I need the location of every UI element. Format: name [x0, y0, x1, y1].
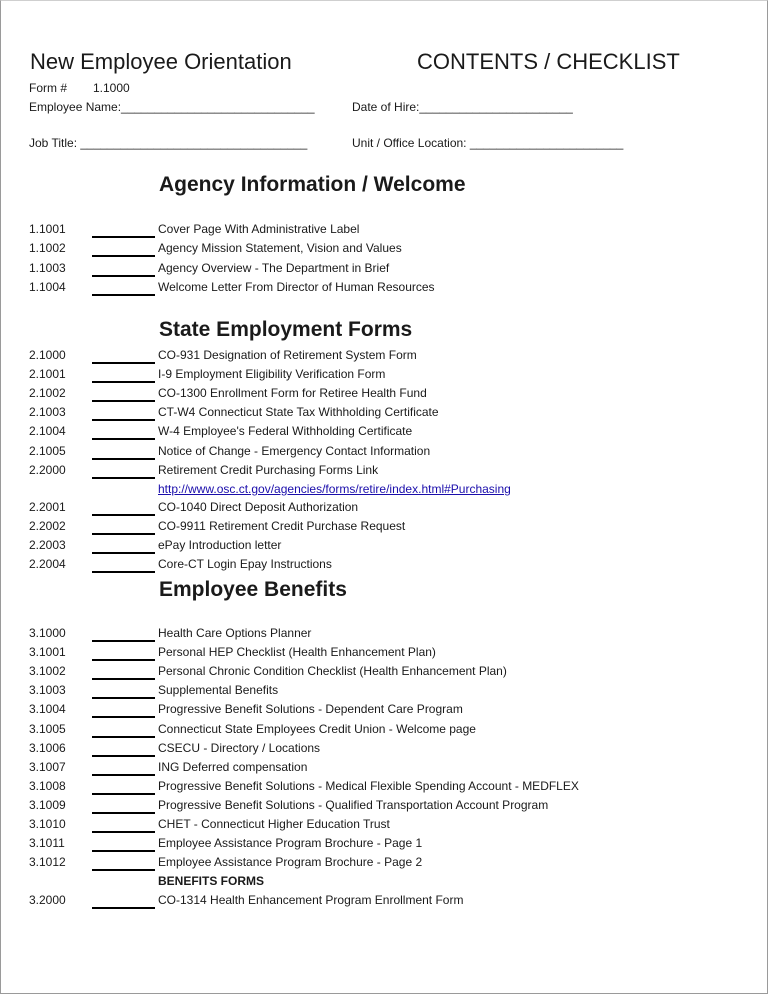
checklist-row	[1, 348, 768, 367]
checkoff-blank[interactable]	[92, 236, 155, 238]
checkoff-blank[interactable]	[92, 640, 155, 642]
checkoff-blank[interactable]	[92, 275, 155, 277]
checkoff-blank[interactable]	[92, 571, 155, 573]
checkoff-blank[interactable]	[92, 850, 155, 852]
checkoff-blank[interactable]	[92, 697, 155, 699]
item-code: 2.1004	[29, 424, 66, 439]
checkoff-blank[interactable]	[92, 400, 155, 402]
checklist-row	[1, 664, 768, 683]
item-description: Connecticut State Employees Credit Union - Welcome page	[158, 721, 476, 736]
checkoff-blank[interactable]	[92, 736, 155, 738]
item-description: ePay Introduction letter	[158, 538, 282, 553]
job-title-field[interactable]: Job Title: __________________________________	[29, 136, 308, 150]
checkoff-blank[interactable]	[92, 552, 155, 554]
item-code: 2.2001	[29, 500, 66, 514]
item-code: 2.2003	[29, 538, 66, 553]
checklist-row	[1, 722, 768, 741]
item-description: Supplemental Benefits	[158, 683, 279, 698]
checklist-row	[1, 424, 768, 443]
item-description: CSECU - Directory / Locations	[158, 740, 321, 755]
checklist-row	[1, 444, 768, 463]
item-code: 3.1012	[29, 855, 66, 870]
checklist-row	[1, 760, 768, 779]
checklist-row	[1, 280, 768, 299]
checklist-row	[1, 741, 768, 760]
checkoff-blank[interactable]	[92, 419, 155, 421]
checkoff-blank[interactable]	[92, 458, 155, 460]
checklist-row	[1, 817, 768, 836]
checkoff-blank[interactable]	[92, 793, 155, 795]
section-heading-benefits: Employee Benefits	[159, 578, 347, 601]
item-description: ING Deferred compensation	[158, 759, 308, 774]
item-description: Personal Chronic Condition Checklist (Health Enhancement Plan)	[158, 664, 507, 679]
item-code: 3.1007	[29, 759, 66, 774]
item-code: 2.2002	[29, 519, 66, 534]
checklist-row	[1, 261, 768, 280]
checklist-row	[1, 645, 768, 664]
item-code: 2.1002	[29, 386, 66, 401]
item-description: Progressive Benefit Solutions - Dependent Care Program	[158, 702, 463, 717]
form-number-value: 1.1000	[93, 81, 130, 95]
section-heading-state: State Employment Forms	[159, 318, 413, 341]
checkoff-blank[interactable]	[92, 477, 155, 479]
employee-name-field[interactable]: Employee Name:_____________________________	[29, 100, 315, 114]
item-description: I-9 Employment Eligibility Verification Form	[158, 367, 386, 382]
checkoff-blank[interactable]	[92, 831, 155, 833]
item-code: 3.1004	[29, 702, 66, 717]
item-description: W-4 Employee's Federal Withholding Certificate	[158, 424, 413, 439]
form-number-label: Form #	[29, 81, 68, 95]
item-code: 1.1003	[29, 260, 66, 275]
checkoff-blank[interactable]	[92, 716, 155, 718]
checklist-row	[1, 386, 768, 405]
item-description: Agency Overview - The Department in Brief	[158, 260, 390, 275]
checklist-row	[1, 893, 768, 912]
item-code: 3.2000	[29, 893, 66, 907]
item-description: Progressive Benefit Solutions - Qualified Transportation Account Program	[158, 797, 549, 812]
benefits-forms-subheading: BENEFITS FORMS	[158, 874, 265, 888]
checkoff-blank[interactable]	[92, 755, 155, 757]
item-description: Health Care Options Planner	[158, 626, 312, 640]
item-code: 2.1001	[29, 367, 66, 382]
checklist-row	[1, 367, 768, 386]
item-description: Cover Page With Administrative Label	[158, 222, 360, 236]
item-description: Employee Assistance Program Brochure - Page 2	[158, 855, 423, 870]
checkoff-blank[interactable]	[92, 678, 155, 680]
item-description: CO-9911 Retirement Credit Purchase Request	[158, 519, 406, 534]
unit-location-field[interactable]: Unit / Office Location: _______________________	[352, 136, 624, 150]
item-code: 1.1004	[29, 279, 66, 294]
checkoff-blank[interactable]	[92, 255, 155, 257]
checklist-row	[1, 683, 768, 702]
item-code: 3.1006	[29, 740, 66, 755]
checklist-row	[1, 557, 768, 576]
item-code: 2.2000	[29, 462, 66, 477]
checklist-row	[1, 836, 768, 855]
item-code: 3.1008	[29, 778, 66, 793]
checklist-row	[1, 798, 768, 817]
document-title: New Employee Orientation	[30, 49, 292, 74]
item-description: CO-1040 Direct Deposit Authorization	[158, 500, 359, 514]
document-subtitle: CONTENTS / CHECKLIST	[417, 49, 680, 74]
item-description: Progressive Benefit Solutions - Medical Flexible Spending Account - MEDFLEX	[158, 778, 579, 793]
checklist-row	[1, 702, 768, 721]
item-code: 3.1010	[29, 817, 66, 831]
item-description: Welcome Letter From Director of Human Resources	[158, 279, 435, 294]
item-description: CO-931 Designation of Retirement System Form	[158, 348, 417, 362]
item-description: Core-CT Login Epay Instructions	[158, 557, 332, 572]
item-code: 2.1005	[29, 443, 66, 458]
item-code: 3.1003	[29, 683, 66, 698]
item-code: 2.1003	[29, 405, 66, 420]
checkoff-blank[interactable]	[92, 812, 155, 814]
item-description: Agency Mission Statement, Vision and Values	[158, 241, 402, 256]
checklist-row	[1, 500, 768, 519]
checkoff-blank[interactable]	[92, 533, 155, 535]
checkoff-blank[interactable]	[92, 294, 155, 296]
checklist-row	[1, 626, 768, 645]
checkoff-blank[interactable]	[92, 659, 155, 661]
item-code: 1.1002	[29, 241, 66, 256]
date-of-hire-field[interactable]: Date of Hire:_______________________	[352, 100, 573, 114]
item-code: 2.1000	[29, 348, 66, 362]
section-heading-agency: Agency Information / Welcome	[159, 173, 466, 196]
checklist-row	[1, 463, 768, 482]
checkoff-blank[interactable]	[92, 774, 155, 776]
checkoff-blank[interactable]	[92, 362, 155, 364]
checklist-row	[1, 519, 768, 538]
checklist-row	[1, 538, 768, 557]
checklist-row	[1, 855, 768, 874]
item-description: CHET - Connecticut Higher Education Trust	[158, 817, 390, 831]
item-code: 3.1011	[29, 836, 65, 851]
item-code: 3.1005	[29, 721, 66, 736]
item-description: CO-1300 Enrollment Form for Retiree Health Fund	[158, 386, 427, 401]
benefits-forms-subheading-row	[1, 874, 768, 893]
retirement-purchasing-link[interactable]: http://www.osc.ct.gov/agencies/forms/retire/index.html#Purchasing	[158, 482, 511, 496]
item-code: 3.1009	[29, 797, 66, 812]
checkoff-blank[interactable]	[92, 438, 155, 440]
checkoff-blank[interactable]	[92, 381, 155, 383]
checklist-row	[1, 241, 768, 260]
item-description: Retirement Credit Purchasing Forms Link	[158, 462, 379, 477]
item-code: 3.1002	[29, 664, 66, 679]
checklist-row	[1, 405, 768, 424]
checklist-row	[1, 779, 768, 798]
item-code: 2.2004	[29, 557, 66, 572]
item-description: Notice of Change - Emergency Contact Information	[158, 443, 431, 458]
item-description: Personal HEP Checklist (Health Enhancement Plan)	[158, 645, 436, 660]
checkoff-blank[interactable]	[92, 514, 155, 516]
item-code: 1.1001	[29, 222, 66, 236]
item-description: Employee Assistance Program Brochure - Page 1	[158, 836, 423, 851]
item-description: CT-W4 Connecticut State Tax Withholding Certificate	[158, 405, 439, 420]
checkoff-blank[interactable]	[92, 869, 155, 871]
checkoff-blank[interactable]	[92, 907, 155, 909]
item-description: CO-1314 Health Enhancement Program Enrollment Form	[158, 893, 464, 907]
item-code: 3.1001	[29, 645, 66, 660]
checklist-row	[1, 222, 768, 241]
item-code: 3.1000	[29, 626, 66, 640]
